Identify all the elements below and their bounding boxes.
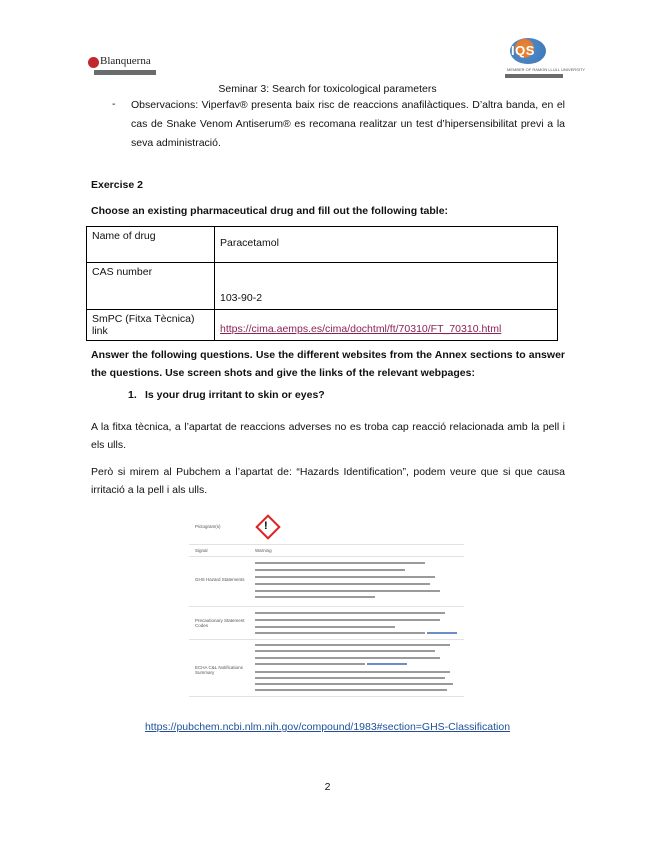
- screenshot-text-line: [255, 650, 435, 652]
- screenshot-text-line: [255, 569, 405, 571]
- screenshot-divider: [189, 639, 464, 640]
- screenshot-text-line: [255, 632, 425, 634]
- pubchem-source-link[interactable]: https://pubchem.ncbi.nlm.nih.gov/compound/1983#section=GHS-Classification: [144, 721, 511, 733]
- screenshot-text-line: [255, 596, 375, 598]
- answer-paragraph-1: A la fitxa tècnica, a l’apartat de reaccions adverses no es troba cap reacció relacionada amb la pell i els ulls.: [91, 421, 565, 451]
- drug-table: [86, 226, 558, 341]
- screenshot-text-line: [255, 644, 450, 646]
- observations-text: Observacions: Viperfav® presenta baix risc de reaccions anafilàctiques. D’altra banda, en el cas de Snake Venom Antiserum® es recomana realitzar un test d’hipersensibilitat previ a la seva administració.: [131, 99, 565, 149]
- screenshot-text-line: [255, 612, 445, 614]
- screenshot-text-line: [255, 626, 395, 628]
- screenshot-divider: [189, 544, 464, 545]
- screenshot-divider: [189, 606, 464, 607]
- table-row: [87, 310, 558, 341]
- screenshot-text-line: [255, 590, 440, 592]
- screenshot-text-line: [255, 683, 453, 685]
- answer-paragraph-2: Però si mirem al Pubchem a l’apartat de: “Hazards Identification”, podem veure que si que causa irritació a la pell i als ulls.: [91, 466, 565, 496]
- screenshot-text-line: [255, 689, 447, 691]
- screenshot-text-line: [255, 671, 450, 673]
- iqs-logo: [503, 38, 586, 82]
- exercise-title: Exercise 2: [91, 179, 143, 191]
- screenshot-signal-value: Warning: [255, 548, 272, 553]
- page-number: 2: [324, 781, 331, 793]
- iqs-logo-subtext: MEMBER OF RAMON LLULL UNIVERSITY: [507, 67, 586, 72]
- screenshot-text-line: [255, 663, 365, 665]
- ghs-exclamation-pictogram-icon: [255, 514, 280, 539]
- table-label-cell: SmPC (Fitxa Tècnica) link: [87, 310, 215, 341]
- blanquerna-logo-text: Blanquerna: [100, 55, 151, 67]
- pubchem-hazards-screenshot: [189, 510, 464, 698]
- iqs-logo-text: IQS: [511, 43, 535, 58]
- screenshot-text-line: [255, 677, 445, 679]
- page-header: Seminar 3: Search for toxicological parameters: [218, 83, 437, 95]
- drug-name-value: Paracetamol: [215, 227, 558, 263]
- question-1: Is your drug irritant to skin or eyes?: [145, 389, 325, 401]
- screenshot-link-line: [367, 663, 407, 665]
- exclamation-icon: !: [264, 520, 268, 532]
- screenshot-label-signal: Signal: [195, 548, 208, 553]
- cas-number-value: 103-90-2: [215, 263, 558, 310]
- exercise-instruction: Choose an existing pharmaceutical drug and fill out the following table:: [91, 205, 449, 217]
- smpc-link[interactable]: https://cima.aemps.es/cima/dochtml/ft/70310/FT_70310.html: [220, 323, 502, 335]
- screenshot-divider: [189, 556, 464, 557]
- table-label-cell: CAS number: [87, 263, 215, 310]
- question-number: 1.: [128, 389, 137, 401]
- smpc-link-cell: [215, 310, 558, 341]
- screenshot-divider: [189, 696, 464, 697]
- screenshot-label-echa: ECHA C&L Notifications Summary: [195, 665, 243, 675]
- blanquerna-logo: [88, 55, 160, 79]
- answer-instructions: Answer the following questions. Use the different websites from the Annex sections to answer the questions. Use screen shots and give the links of the relevant webpages:: [91, 349, 565, 379]
- screenshot-label-hazard-statements: GHS Hazard Statements: [195, 577, 245, 582]
- screenshot-text-line: [255, 576, 435, 578]
- table-label-cell: Name of drug: [87, 227, 215, 263]
- bullet-dash: -: [112, 98, 116, 110]
- table-row: [87, 227, 558, 263]
- screenshot-text-line: [255, 562, 425, 564]
- blanquerna-logo-bar: [94, 70, 156, 75]
- screenshot-label-pictogram: Pictogram(s): [195, 524, 221, 529]
- screenshot-text-line: [255, 657, 440, 659]
- blanquerna-logo-mark-icon: [88, 57, 99, 68]
- table-row: [87, 263, 558, 310]
- screenshot-label-precautionary: Precautionary Statement Codes: [195, 618, 245, 628]
- source-url-line: [0, 721, 655, 733]
- iqs-logo-bar: [505, 74, 563, 78]
- screenshot-text-line: [255, 583, 430, 585]
- screenshot-text-line: [255, 619, 440, 621]
- screenshot-link-line: [427, 632, 457, 634]
